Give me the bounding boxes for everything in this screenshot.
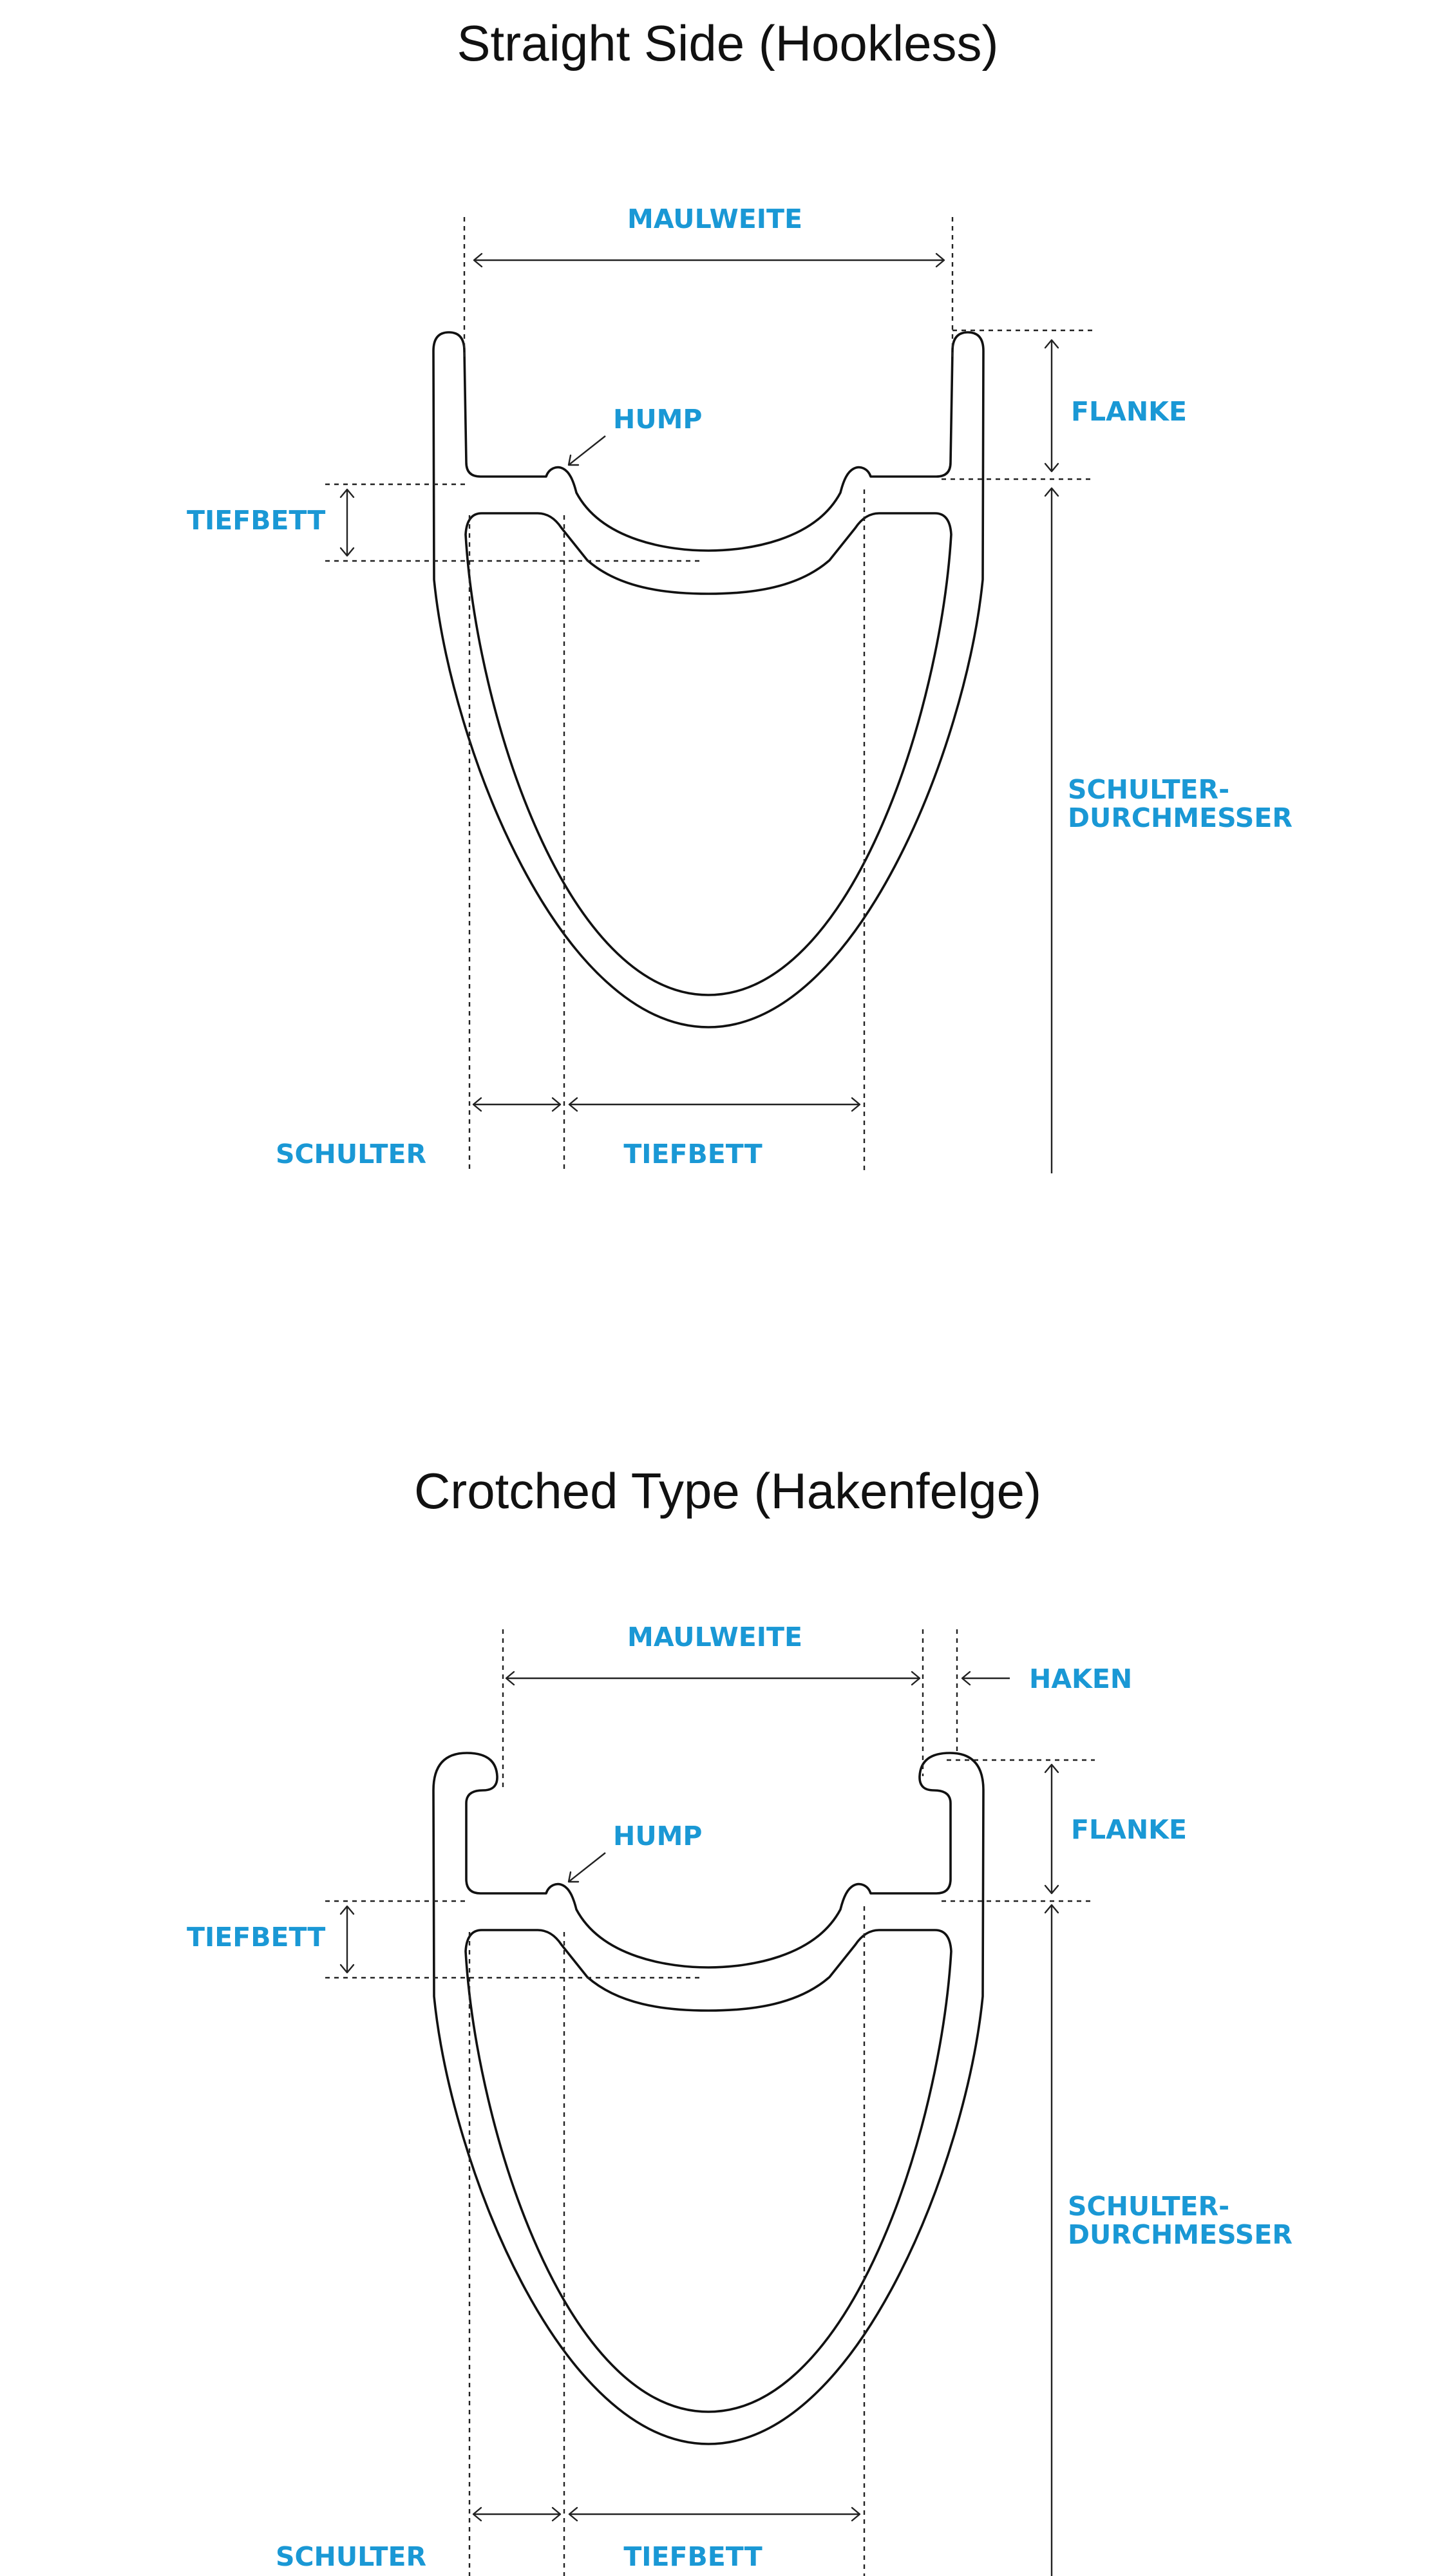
- rim-cavity: [466, 513, 951, 995]
- label-schulter-durchmesser-1: SCHULTER-: [1068, 2191, 1230, 2222]
- label-schulter: SCHULTER: [275, 2541, 427, 2572]
- dimension-maulweite: [506, 1622, 920, 1685]
- rim-profile: [433, 332, 983, 1027]
- label-schulter-durchmesser-2: DURCHMESSER: [1068, 802, 1293, 833]
- diagram-title: Crotched Type (Hakenfelge): [413, 1463, 1042, 1519]
- label-schulter-durchmesser-1: SCHULTER-: [1068, 774, 1230, 805]
- label-flanke: FLANKE: [1071, 1814, 1187, 1845]
- label-tiefbett-left: TIEFBETT: [187, 505, 326, 536]
- diagram-hakenfelge: [187, 1463, 1293, 2576]
- label-tiefbett-bottom: TIEFBETT: [623, 1139, 762, 1170]
- dimension-maulweite: [474, 204, 944, 267]
- label-tiefbett-bottom: TIEFBETT: [623, 2541, 762, 2572]
- dimension-schulter-durchmesser: [1045, 1905, 1293, 2576]
- dimension-bottom: [276, 2508, 860, 2572]
- callout-hump: [569, 404, 702, 465]
- rim-outline: [433, 1753, 983, 2444]
- rim-profile: [433, 1753, 983, 2444]
- dimension-schulter-durchmesser: [1045, 488, 1293, 1173]
- diagram-title: Straight Side (Hookless): [457, 15, 999, 71]
- dimension-flanke: [1045, 340, 1187, 471]
- label-hump: HUMP: [613, 1821, 703, 1852]
- label-schulter-durchmesser-2: DURCHMESSER: [1068, 2219, 1293, 2250]
- callout-hump: [569, 1821, 702, 1882]
- label-tiefbett-left: TIEFBETT: [187, 1922, 326, 1953]
- rim-outline: [433, 332, 983, 1027]
- dimension-tiefbett-depth: [187, 489, 354, 556]
- diagram-hookless: [187, 15, 1293, 1173]
- label-maulweite: MAULWEITE: [627, 204, 802, 234]
- label-hump: HUMP: [613, 404, 703, 435]
- dimension-tiefbett-depth: [187, 1906, 354, 1973]
- dimension-flanke: [1045, 1765, 1187, 1893]
- label-schulter: SCHULTER: [275, 1139, 427, 1170]
- dimension-haken: [962, 1663, 1132, 1694]
- label-haken: HAKEN: [1029, 1663, 1133, 1694]
- label-flanke: FLANKE: [1071, 396, 1187, 427]
- guide-lines: [325, 217, 1095, 1172]
- label-maulweite: MAULWEITE: [627, 1622, 802, 1653]
- dimension-bottom: [276, 1098, 860, 1170]
- rim-cavity: [466, 1930, 951, 2412]
